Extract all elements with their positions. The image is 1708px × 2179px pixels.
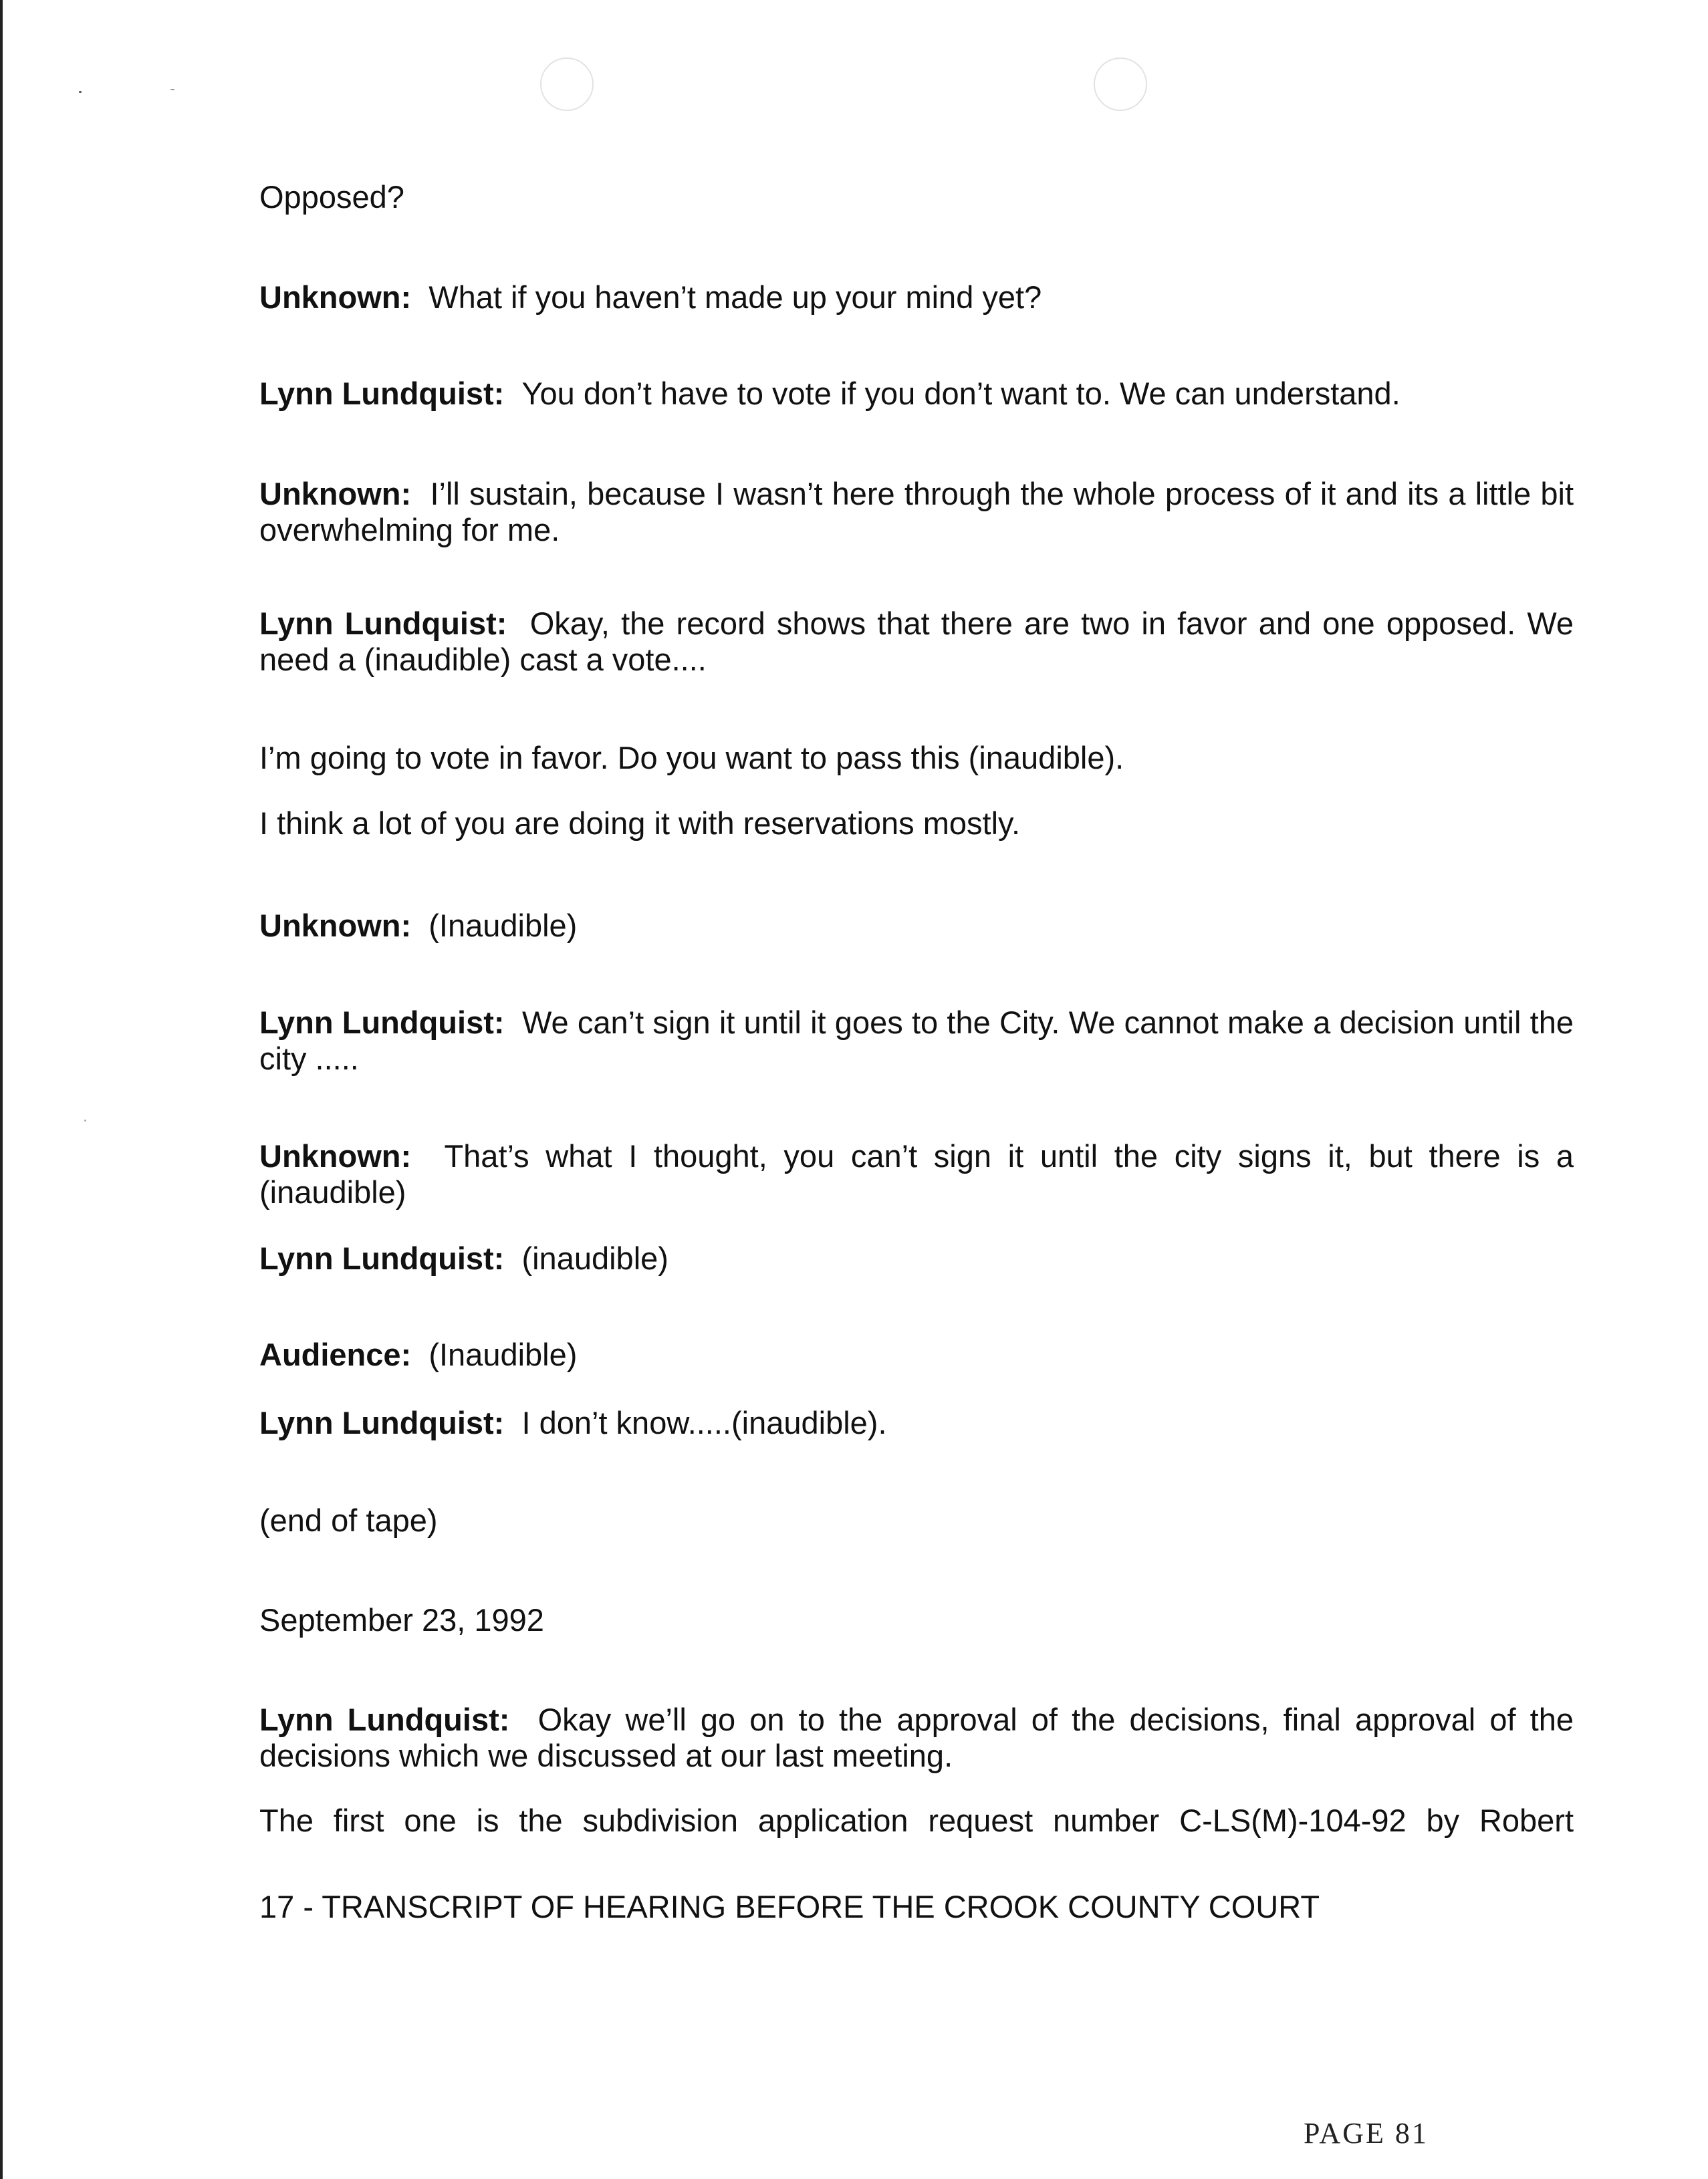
paragraph-text: September 23, 1992 — [259, 1602, 544, 1638]
speaker-label: Lynn Lundquist: — [259, 1005, 522, 1040]
paragraph-text: Okay, the record shows that there are two in favor and one opposed. We need a (inaudible) cast a vote.... — [259, 606, 1574, 677]
paragraph — [259, 606, 1574, 678]
paragraph-text: I don’t know.....(inaudible). — [521, 1405, 887, 1440]
speaker-label: Audience: — [259, 1337, 429, 1372]
paragraph — [259, 805, 1574, 842]
paragraph-text: The first one is the subdivision application request number C-LS(M)-104-92 by Robert — [259, 1803, 1574, 1838]
paragraph — [259, 908, 1574, 944]
speaker-label: Lynn Lundquist: — [259, 1405, 522, 1440]
page-edge — [0, 0, 3, 2179]
speaker-label: Lynn Lundquist: — [259, 606, 530, 641]
paragraph-text: I’m going to vote in favor. Do you want to pass this (inaudible). — [259, 740, 1124, 775]
paragraph-text: (Inaudible) — [429, 908, 578, 943]
paragraph — [259, 1405, 1574, 1441]
speaker-label: Lynn Lundquist: — [259, 1241, 522, 1276]
paragraph — [259, 376, 1574, 412]
paragraph-text: Okay we’ll go on to the approval of the decisions, final approval of the decisions which we discussed at our last meeting. — [259, 1702, 1574, 1773]
speaker-label: Unknown: — [259, 1138, 445, 1174]
punch-hole-right — [1094, 57, 1147, 111]
paragraph-text: We can’t sign it until it goes to the City. We cannot make a decision until the city ..... — [259, 1005, 1574, 1076]
paragraph-text: You don’t have to vote if you don’t want to. We can understand. — [521, 376, 1400, 411]
punch-hole-left — [540, 57, 594, 111]
paragraph-text: (inaudible) — [521, 1241, 668, 1276]
paragraph — [259, 1005, 1574, 1077]
paragraph — [259, 1138, 1574, 1210]
speaker-label: Lynn Lundquist: — [259, 376, 522, 411]
paragraph-text: I think a lot of you are doing it with reservations mostly. — [259, 805, 1021, 841]
paragraph — [259, 740, 1574, 776]
scan-speck — [79, 91, 82, 93]
paragraph-text: (Inaudible) — [429, 1337, 578, 1372]
paragraph-text: (end of tape) — [259, 1503, 438, 1538]
paragraph — [259, 476, 1574, 548]
paragraph — [259, 279, 1574, 315]
scan-speck — [170, 89, 174, 90]
paragraph — [259, 1337, 1574, 1373]
paragraph — [259, 1241, 1574, 1277]
paragraph — [259, 1803, 1574, 1839]
speaker-label: Lynn Lundquist: — [259, 1702, 538, 1737]
paragraph-text: That’s what I thought, you can’t sign it until the city signs it, but there is a (inaudible) — [259, 1138, 1574, 1210]
paragraph-text: What if you haven’t made up your mind yet? — [429, 279, 1042, 315]
paragraph-text: I’ll sustain, because I wasn’t here through the whole process of it and its a little bit overwhelming for me. — [259, 476, 1574, 547]
paragraph — [259, 179, 1574, 215]
page-footer — [259, 1889, 1574, 1925]
speaker-label: Unknown: — [259, 476, 431, 511]
page-number: PAGE 81 — [1304, 2117, 1429, 2150]
footer-text: 17 - TRANSCRIPT OF HEARING BEFORE THE CROOK COUNTY COURT — [259, 1889, 1320, 1924]
scan-speck — [84, 1120, 86, 1122]
paragraph — [259, 1602, 1574, 1638]
speaker-label: Unknown: — [259, 908, 429, 943]
speaker-label: Unknown: — [259, 279, 429, 315]
paragraph — [259, 1702, 1574, 1774]
paragraph-text: Opposed? — [259, 179, 404, 215]
paragraph — [259, 1503, 1574, 1539]
